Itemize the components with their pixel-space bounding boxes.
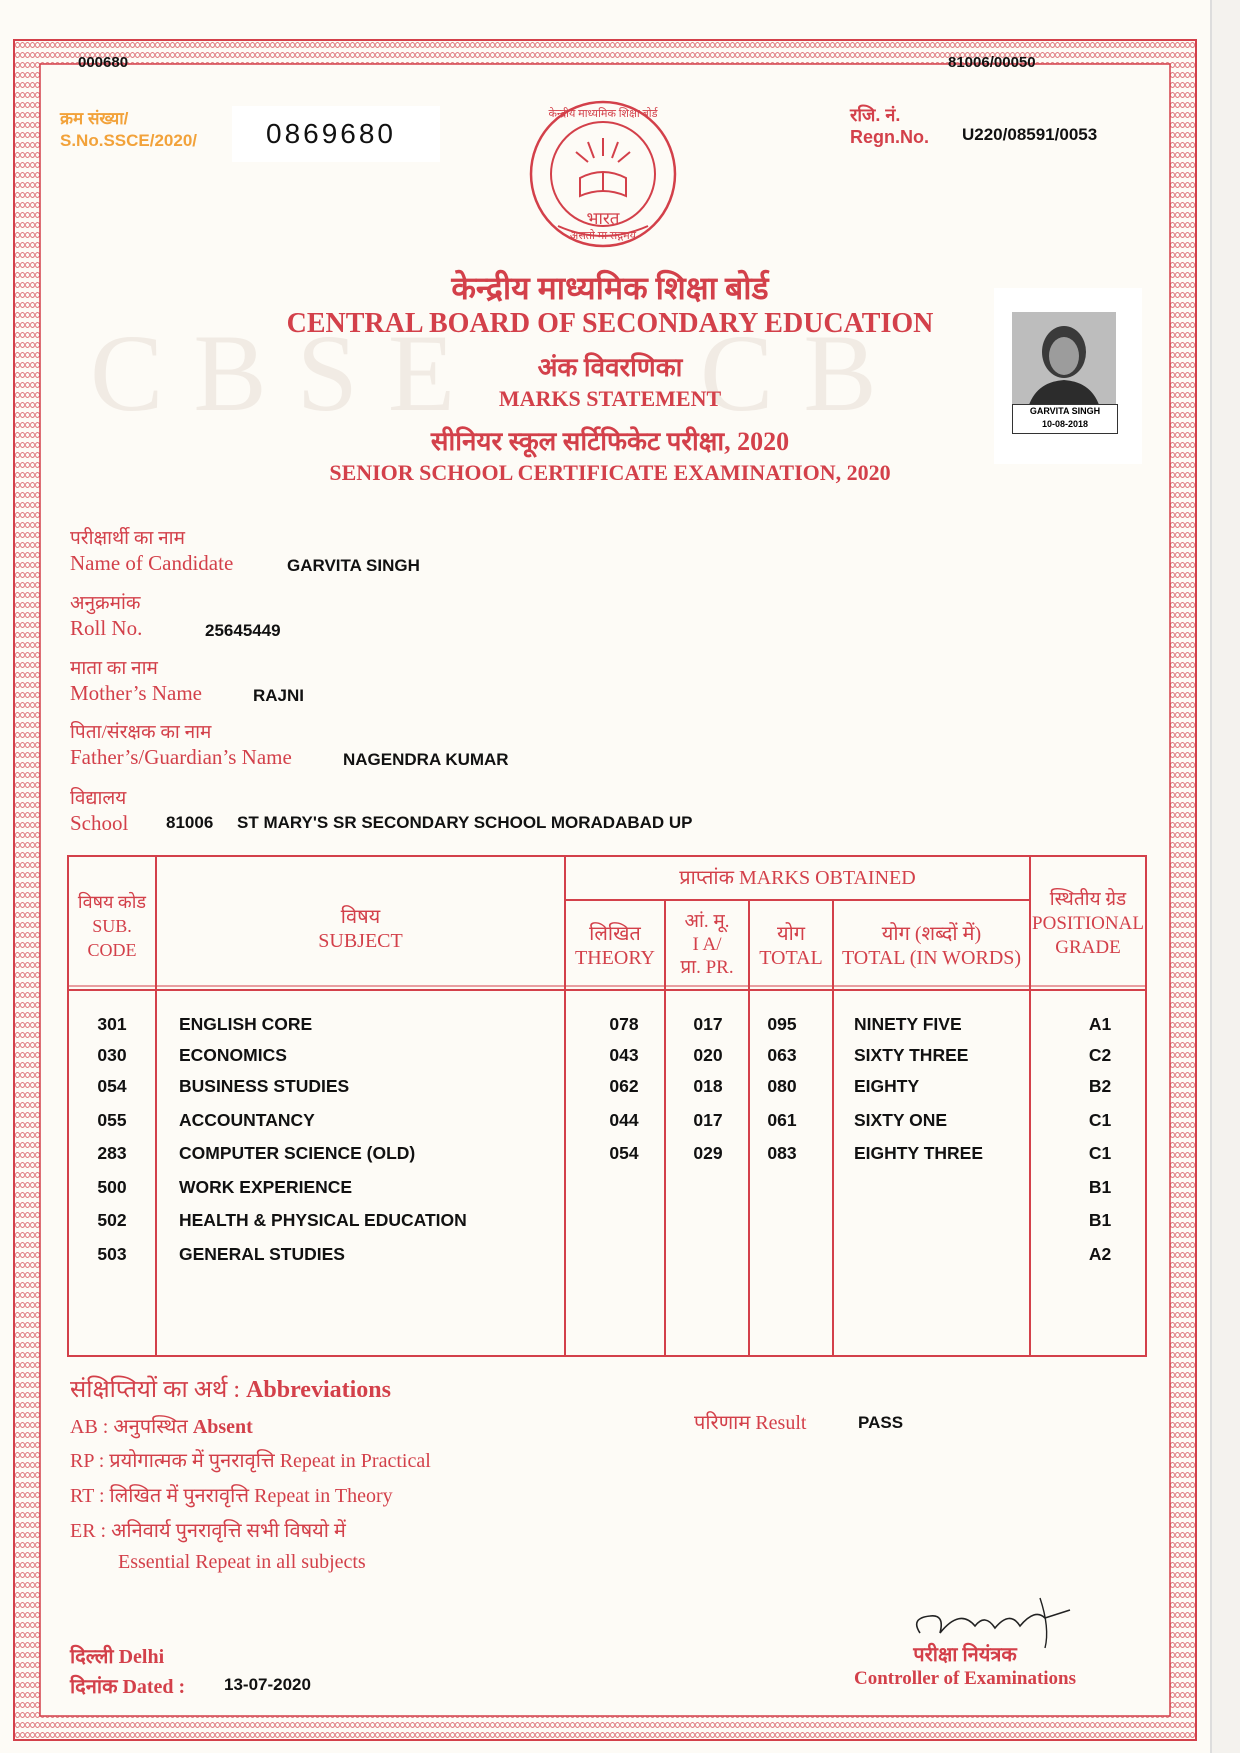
cell-code: 030 xyxy=(97,1045,127,1065)
total-header xyxy=(749,922,833,970)
ia-header xyxy=(665,910,749,979)
exam-title-en: SENIOR SCHOOL CERTIFICATE EXAMINATION, 2020 xyxy=(329,460,891,485)
candidate-name-label-hi: परीक्षार्थी का नाम xyxy=(70,528,185,549)
date-label-hi: दिनांक xyxy=(70,1676,118,1698)
code-header-en1: SUB. xyxy=(92,916,132,936)
cell-total: 095 xyxy=(767,1014,797,1034)
board-title-en: CENTRAL BOARD OF SECONDARY EDUCATION xyxy=(286,308,934,339)
words-header-hi: योग (शब्दों में) xyxy=(881,923,982,945)
cell-ia: 018 xyxy=(693,1076,723,1096)
svg-text:CB: CB xyxy=(700,312,907,434)
photo-name: GARVITA SINGH xyxy=(1029,406,1101,416)
school-name: ST MARY'S SR SECONDARY SCHOOL MORADABAD UP xyxy=(237,813,693,832)
abbr-rp: RP : प्रयोगात्मक में पुनरावृत्ति Repeat in Practical xyxy=(70,1450,431,1472)
cell-code: 503 xyxy=(97,1244,127,1264)
cell-subject: GENERAL STUDIES xyxy=(179,1244,345,1264)
cell-subject: WORK EXPERIENCE xyxy=(179,1177,353,1197)
subject-header-hi: विषय xyxy=(340,906,381,928)
abbreviations-heading-hi: संक्षिप्तियों का अर्थ : xyxy=(70,1377,241,1403)
subject-header-en: SUBJECT xyxy=(318,930,403,952)
mother-name: RAJNI xyxy=(253,686,305,705)
date-label-en: Dated : xyxy=(122,1676,186,1698)
code-header-hi: विषय कोड xyxy=(77,892,147,912)
cell-total: 061 xyxy=(767,1110,797,1130)
board-title-hi: केन्द्रीय माध्यमिक शिक्षा बोर्ड xyxy=(451,270,769,306)
cell-code: 301 xyxy=(97,1014,127,1034)
cell-ia: 017 xyxy=(693,1014,723,1034)
serial-label-en: S.No.SSCE/2020/ xyxy=(60,131,198,150)
total-header-hi: योग xyxy=(776,923,806,945)
photo-caption xyxy=(1012,404,1118,434)
grade-header-en2: GRADE xyxy=(1055,937,1121,958)
abbr-ab xyxy=(70,1412,253,1439)
cell-grade: A1 xyxy=(1088,1014,1112,1034)
cell-code: 054 xyxy=(97,1076,127,1096)
school-label-en: School xyxy=(70,811,129,835)
regn-number: U220/08591/0053 xyxy=(962,125,1098,144)
abbr-er-hi: ER : अनिवार्य पुनरावृत्ति सभी विषयो में xyxy=(70,1520,346,1542)
cell-theory: 044 xyxy=(609,1110,639,1130)
abbr-ab-hi: AB : अनुपस्थित xyxy=(70,1416,188,1438)
cell-grade: B1 xyxy=(1088,1177,1112,1197)
place-en: Delhi xyxy=(118,1646,165,1668)
roll-number: 25645449 xyxy=(205,621,281,640)
emblem-motto: असतो मा सद्गमय xyxy=(569,230,637,242)
cell-total: 063 xyxy=(767,1045,797,1065)
cell-grade: C1 xyxy=(1088,1110,1112,1130)
cell-grade: C2 xyxy=(1088,1045,1112,1065)
cell-total: 080 xyxy=(767,1076,797,1096)
abbr-ab-en: Absent xyxy=(192,1416,253,1438)
statement-title-en: MARKS STATEMENT xyxy=(498,386,722,411)
cell-theory: 054 xyxy=(609,1143,639,1163)
svg-text:CBSE: CBSE xyxy=(90,312,486,434)
result-label-en: Result xyxy=(755,1412,807,1434)
cell-words: SIXTY ONE xyxy=(854,1110,948,1130)
cell-subject: COMPUTER SCIENCE (OLD) xyxy=(179,1143,416,1163)
top-left-number: 000680 xyxy=(78,54,129,71)
abbr-er-en: Essential Repeat in all subjects xyxy=(118,1551,366,1573)
marks-obtained-en: MARKS OBTAINED xyxy=(738,867,916,889)
scan-edge xyxy=(1210,0,1240,1753)
ia-header-en: I A/ xyxy=(692,934,722,955)
cell-words: SIXTY THREE xyxy=(854,1045,969,1065)
place xyxy=(70,1642,164,1669)
statement-title-hi: अंक विवरणिका xyxy=(537,353,683,382)
candidate-photo xyxy=(1012,312,1116,416)
cell-words: NINETY FIVE xyxy=(854,1014,962,1034)
serial-number: 0869680 xyxy=(266,118,397,149)
cell-ia: 029 xyxy=(693,1143,723,1163)
theory-header-en: THEORY xyxy=(575,947,655,969)
pr-header-hi: प्रा. xyxy=(680,957,701,978)
emblem-ring-text: केन्द्रीय माध्यमिक शिक्षा बोर्ड xyxy=(548,108,658,120)
serial-label xyxy=(60,108,197,152)
father-label-hi: पिता/संरक्षक का नाम xyxy=(70,722,212,743)
date-label xyxy=(70,1672,185,1699)
words-header-en: TOTAL (IN WORDS) xyxy=(841,947,1022,969)
total-header-en: TOTAL xyxy=(759,947,823,969)
roll-label-en: Roll No. xyxy=(70,616,143,640)
photo-date: 10-08-2018 xyxy=(1041,419,1089,429)
candidate-name-label-en: Name of Candidate xyxy=(70,551,234,575)
roll-label-hi: अनुक्रमांक xyxy=(70,593,141,614)
cell-subject: BUSINESS STUDIES xyxy=(179,1076,350,1096)
cell-subject: ENGLISH CORE xyxy=(179,1014,313,1034)
cell-subject: ACCOUNTANCY xyxy=(179,1110,315,1130)
abbreviations-heading xyxy=(70,1372,391,1405)
pr-header-en: PR. xyxy=(705,957,734,978)
cell-subject: ECONOMICS xyxy=(179,1045,287,1065)
cell-total: 083 xyxy=(767,1143,797,1163)
regn-label-hi: रजि. नं. xyxy=(850,105,901,125)
marks-obtained-heading xyxy=(565,866,1030,890)
controller-title-hi: परीक्षा नियंत्रक xyxy=(913,1644,1017,1666)
cell-ia: 017 xyxy=(693,1110,723,1130)
cell-grade: A2 xyxy=(1088,1244,1112,1264)
mother-label-en: Mother’s Name xyxy=(70,681,202,705)
cell-words: EIGHTY THREE xyxy=(854,1143,984,1163)
portrait-icon xyxy=(1012,312,1116,416)
father-name: NAGENDRA KUMAR xyxy=(343,750,509,769)
cell-grade: B2 xyxy=(1088,1076,1112,1096)
father-label-en: Father’s/Guardian’s Name xyxy=(70,745,292,769)
candidate-photo-frame xyxy=(994,288,1142,464)
cell-subject: HEALTH & PHYSICAL EDUCATION xyxy=(179,1210,467,1230)
code-header xyxy=(68,890,156,962)
cell-code: 500 xyxy=(97,1177,127,1197)
serial-label-hi: क्रम संख्या/ xyxy=(60,109,129,128)
code-header-en2: CODE xyxy=(87,940,137,960)
cell-code: 055 xyxy=(97,1110,127,1130)
theory-header xyxy=(565,922,665,970)
result-value: PASS xyxy=(858,1413,904,1432)
theory-header-hi: लिखित xyxy=(589,923,641,945)
mother-label-hi: माता का नाम xyxy=(70,658,158,679)
grade-header-hi: स्थितीय ग्रेड xyxy=(1049,889,1127,910)
result-label-hi: परिणाम xyxy=(694,1412,751,1434)
top-right-number: 81006/00050 xyxy=(948,54,1036,71)
regn-label xyxy=(850,104,929,148)
cell-ia: 020 xyxy=(693,1045,723,1065)
cell-words: EIGHTY xyxy=(854,1076,920,1096)
abbr-rt: RT : लिखित में पुनरावृत्ति Repeat in Theory xyxy=(70,1485,393,1507)
cell-theory: 043 xyxy=(609,1045,639,1065)
grade-header-en1: POSITIONAL xyxy=(1032,913,1144,934)
cell-grade: C1 xyxy=(1088,1143,1112,1163)
issue-date: 13-07-2020 xyxy=(224,1675,311,1694)
place-hi: दिल्ली xyxy=(70,1646,114,1668)
school-code: 81006 xyxy=(166,813,214,832)
cell-theory: 078 xyxy=(609,1014,639,1034)
emblem-country: भारत xyxy=(586,209,620,228)
result-label xyxy=(694,1408,806,1435)
cell-code: 283 xyxy=(97,1143,127,1163)
exam-title-hi: सीनियर स्कूल सर्टिफिकेट परीक्षा, 2020 xyxy=(430,427,790,456)
words-header xyxy=(833,922,1030,970)
marks-obtained-hi: प्राप्तांक xyxy=(679,867,734,889)
cell-code: 502 xyxy=(97,1210,127,1230)
pr-header xyxy=(665,956,749,979)
cell-grade: B1 xyxy=(1088,1210,1112,1230)
ia-header-hi: आं. मू. xyxy=(684,911,730,932)
grade-header xyxy=(1030,888,1146,960)
controller-title-en: Controller of Examinations xyxy=(853,1668,1077,1689)
subject-header xyxy=(156,905,565,953)
cell-theory: 062 xyxy=(609,1076,639,1096)
candidate-name: GARVITA SINGH xyxy=(287,556,420,575)
cbse-emblem xyxy=(528,96,678,256)
school-label-hi: विद्यालय xyxy=(70,788,127,809)
abbreviations-heading-en: Abbreviations xyxy=(246,1377,391,1403)
regn-label-en: Regn.No. xyxy=(850,127,929,147)
